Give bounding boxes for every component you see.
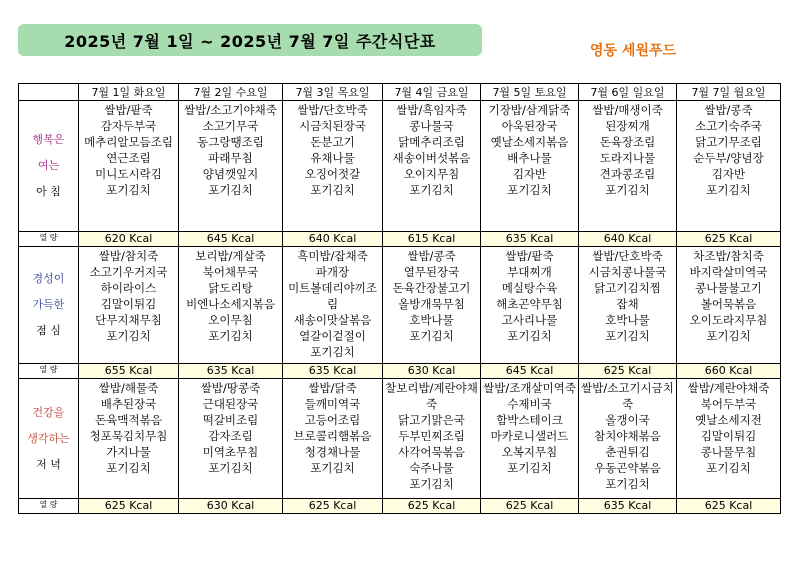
- menu-item: 열무된장국: [403, 265, 460, 279]
- dinner-label: [19, 379, 79, 499]
- menu-item: 포기김치: [507, 183, 552, 197]
- lunch-day-2: [179, 247, 283, 364]
- menu-item: 돈육장조림: [599, 135, 656, 149]
- dinner-label-line: 생각하는: [27, 431, 70, 445]
- day-header: 7월 2일 수요일: [179, 84, 283, 101]
- menu-item: 차조밥/참치죽: [693, 249, 764, 263]
- menu-item: 쌀밥/조개살미역죽: [483, 381, 576, 395]
- menu-item: 쌀밥/팥죽: [104, 103, 153, 117]
- page-title: 2025년 7월 1일 ~ 2025년 7월 7일 주간식단표: [18, 24, 482, 56]
- menu-item: 양념깻잎지: [202, 167, 259, 181]
- menu-item: 포기김치: [106, 183, 151, 197]
- menu-item: 옛날소세지볶음: [490, 135, 569, 149]
- menu-item: 포기김치: [706, 461, 751, 475]
- menu-item: 오이도라지무침: [689, 313, 768, 327]
- menu-item: 닭도리탕: [208, 281, 253, 295]
- kcal-value: 660 Kcal: [677, 364, 781, 379]
- lunch-day-3: [283, 247, 383, 364]
- dinner-kcal-row: [19, 499, 781, 514]
- kcal-value: 625 Kcal: [481, 499, 579, 514]
- dinner-day-4: [383, 379, 481, 499]
- menu-item: 오이지무침: [403, 167, 460, 181]
- menu-item: 부대찌개: [507, 265, 552, 279]
- dinner-day-6: [579, 379, 677, 499]
- menu-item: 소고기우거지국: [89, 265, 168, 279]
- menu-item: 열갈이겉절이: [299, 329, 366, 343]
- weekly-menu-table: [18, 83, 781, 514]
- day-header: 7월 6일 일요일: [579, 84, 677, 101]
- menu-item: 쌀밥/매생이죽: [592, 103, 663, 117]
- menu-item: 쌀밥/콩죽: [407, 249, 456, 263]
- dinner-day-1: [79, 379, 179, 499]
- kcal-value: 630 Kcal: [179, 499, 283, 514]
- menu-item: 우동곤약볶음: [594, 461, 661, 475]
- menu-item: 콩나물무침: [700, 445, 757, 459]
- breakfast-day-3: [283, 101, 383, 232]
- menu-item: 근대된장국: [202, 397, 259, 411]
- menu-item: 미니도시락김: [95, 167, 162, 181]
- menu-item: 바지락살미역국: [689, 265, 768, 279]
- lunch-day-4: [383, 247, 481, 364]
- menu-item: 도라지나물: [599, 151, 656, 165]
- kcal-value: 645 Kcal: [481, 364, 579, 379]
- menu-item: 견과콩조림: [599, 167, 656, 181]
- menu-item: 흑미밥/잡채죽: [297, 249, 368, 263]
- kcal-value: 625 Kcal: [579, 364, 677, 379]
- menu-item: 올갱이국: [605, 413, 650, 427]
- menu-item: 유채나물: [310, 151, 355, 165]
- kcal-value: 635 Kcal: [283, 364, 383, 379]
- menu-item: 비엔나소세지볶음: [186, 297, 275, 311]
- menu-item: 포기김치: [310, 345, 355, 359]
- menu-item: 김말이튀김: [100, 297, 157, 311]
- menu-item: 닭고기김치찜: [594, 281, 661, 295]
- menu-item: 소고기숙주국: [695, 119, 762, 133]
- menu-item: 시금치콩나물국: [588, 265, 667, 279]
- menu-item: 김자반: [711, 167, 746, 181]
- menu-item: 콩나물국: [409, 119, 454, 133]
- breakfast-day-6: [579, 101, 677, 232]
- menu-item: 돈육간장불고기: [392, 281, 471, 295]
- kcal-value: 625 Kcal: [79, 499, 179, 514]
- menu-item: 김자반: [512, 167, 547, 181]
- kcal-value: 635 Kcal: [179, 364, 283, 379]
- breakfast-label-line: 여는: [37, 159, 60, 172]
- lunch-day-5: [481, 247, 579, 364]
- menu-item: 된장찌개: [605, 119, 650, 133]
- menu-item: 돈분고기: [310, 135, 355, 149]
- menu-item: 파래무침: [208, 151, 253, 165]
- menu-item: 가지나물: [106, 445, 151, 459]
- menu-item: 포기김치: [208, 183, 253, 197]
- breakfast-day-7: [677, 101, 781, 232]
- menu-item: 쌀밥/닭죽: [308, 381, 357, 395]
- dinner-day-7: [677, 379, 781, 499]
- breakfast-day-2: [179, 101, 283, 232]
- kcal-value: 615 Kcal: [383, 232, 481, 247]
- menu-item: 동그랑땡조림: [197, 135, 264, 149]
- menu-item: 보리밥/게살죽: [195, 249, 266, 263]
- menu-item: 오징어젓갈: [304, 167, 361, 181]
- kcal-value: 630 Kcal: [383, 364, 481, 379]
- kcal-value: 635 Kcal: [579, 499, 677, 514]
- menu-item: 기장밥/삼계닭죽: [488, 103, 571, 117]
- breakfast-day-5: [481, 101, 579, 232]
- menu-item: 콩나물불고기: [695, 281, 762, 295]
- dinner-day-2: [179, 379, 283, 499]
- menu-item: 찰보리밥/계란야채죽: [385, 381, 478, 411]
- menu-item: 아욱된장국: [501, 119, 558, 133]
- menu-item: 닭메추리조림: [398, 135, 465, 149]
- menu-item: 오복지무침: [501, 445, 558, 459]
- menu-item: 쌀밥/콩죽: [704, 103, 753, 117]
- menu-item: 돈육맥적볶음: [95, 413, 162, 427]
- lunch-day-6: [579, 247, 677, 364]
- menu-item: 포기김치: [409, 477, 454, 491]
- lunch-day-7: [677, 247, 781, 364]
- menu-item: 포기김치: [106, 461, 151, 475]
- menu-item: 쌀밥/소고기야채죽: [184, 103, 277, 117]
- menu-item: 포기김치: [208, 329, 253, 343]
- menu-item: 북어두부국: [700, 397, 757, 411]
- breakfast-kcal-row: [19, 232, 781, 247]
- menu-item: 참치야채볶음: [594, 429, 661, 443]
- dinner-label-line: 건강을: [32, 405, 65, 419]
- menu-item: 쌀밥/단호박죽: [297, 103, 368, 117]
- menu-item: 떡갈비조림: [202, 413, 259, 427]
- menu-item: 쌀밥/땅콩죽: [200, 381, 261, 395]
- dinner-label-line: 저 녁: [36, 457, 61, 471]
- day-header: 7월 5일 토요일: [481, 84, 579, 101]
- menu-item: 들깨미역국: [304, 397, 361, 411]
- menu-item: 올방개묵무침: [398, 297, 465, 311]
- breakfast-day-1: [79, 101, 179, 232]
- breakfast-row: [19, 101, 781, 232]
- menu-item: 쌀밥/계란야채죽: [687, 381, 770, 395]
- breakfast-label-line: 아 침: [36, 185, 61, 198]
- kcal-value: 625 Kcal: [383, 499, 481, 514]
- menu-item: 해초곤약무침: [496, 297, 563, 311]
- dinner-day-3: [283, 379, 383, 499]
- menu-item: 쌀밥/팥죽: [505, 249, 554, 263]
- menu-item: 감자두부국: [100, 119, 157, 133]
- menu-item: 옛날소세지전: [695, 413, 762, 427]
- menu-item: 메실탕수육: [501, 281, 558, 295]
- lunch-kcal-row: [19, 364, 781, 379]
- kcal-value: 655 Kcal: [79, 364, 179, 379]
- breakfast-label: [19, 101, 79, 232]
- menu-item: 연근조림: [106, 151, 151, 165]
- kcal-label: 열 량: [19, 499, 79, 514]
- day-header: 7월 4일 금요일: [383, 84, 481, 101]
- menu-item: 시금치된장국: [299, 119, 366, 133]
- menu-item: 포기김치: [106, 329, 151, 343]
- menu-item: 쌀밥/흑임자죽: [396, 103, 467, 117]
- lunch-row: [19, 247, 781, 364]
- menu-item: 포기김치: [310, 183, 355, 197]
- day-header: 7월 7일 월요일: [677, 84, 781, 101]
- lunch-label-line: 점 심: [36, 324, 61, 337]
- kcal-value: 625 Kcal: [283, 499, 383, 514]
- menu-item: 북어채무국: [202, 265, 259, 279]
- dinner-day-5: [481, 379, 579, 499]
- menu-item: 감자조림: [208, 429, 253, 443]
- menu-item: 쌀밥/참치죽: [98, 249, 159, 263]
- menu-item: 함박스테이크: [496, 413, 563, 427]
- menu-item: 소고기무국: [202, 119, 259, 133]
- menu-item: 닭고기무조림: [695, 135, 762, 149]
- menu-item: 포기김치: [409, 329, 454, 343]
- menu-item: 하이라이스: [100, 281, 157, 295]
- menu-item: 포기김치: [409, 183, 454, 197]
- menu-item: 볼어묵볶음: [700, 297, 757, 311]
- menu-item: 잡채: [616, 297, 639, 311]
- corner-cell: [19, 84, 79, 101]
- lunch-day-1: [79, 247, 179, 364]
- menu-item: 두부민찌조림: [398, 429, 465, 443]
- kcal-value: 625 Kcal: [677, 499, 781, 514]
- day-header: 7월 1일 화요일: [79, 84, 179, 101]
- menu-item: 닭고기맑은국: [398, 413, 465, 427]
- menu-item: 호박나물: [409, 313, 454, 327]
- menu-item: 사각어묵볶음: [398, 445, 465, 459]
- menu-item: 새송이버섯볶음: [392, 151, 471, 165]
- menu-item: 포기김치: [507, 461, 552, 475]
- menu-item: 새송이맛살볶음: [293, 313, 372, 327]
- menu-item: 포기김치: [706, 183, 751, 197]
- menu-item: 청포묵김치무침: [89, 429, 168, 443]
- menu-item: 춘권튀김: [605, 445, 650, 459]
- menu-item: 브로콜리햄볶음: [293, 429, 372, 443]
- kcal-value: 645 Kcal: [179, 232, 283, 247]
- menu-item: 순두부/양념장: [693, 151, 764, 165]
- menu-item: 단무지채무침: [95, 313, 162, 327]
- breakfast-day-4: [383, 101, 481, 232]
- header-row: [19, 84, 781, 101]
- dinner-row: [19, 379, 781, 499]
- menu-item: 포기김치: [310, 461, 355, 475]
- kcal-label: 열 량: [19, 364, 79, 379]
- kcal-label: 열 량: [19, 232, 79, 247]
- company-name: 영동 세원푸드: [590, 43, 677, 59]
- menu-item: 포기김치: [507, 329, 552, 343]
- menu-item: 수제비국: [507, 397, 552, 411]
- menu-item: 포기김치: [605, 329, 650, 343]
- menu-item: 오이무침: [208, 313, 253, 327]
- menu-item: 미트볼데리야끼조림: [288, 281, 377, 311]
- kcal-value: 635 Kcal: [481, 232, 579, 247]
- day-header: 7월 3일 목요일: [283, 84, 383, 101]
- menu-item: 쌀밥/해물죽: [98, 381, 159, 395]
- kcal-value: 640 Kcal: [579, 232, 677, 247]
- lunch-label-line: 경성이: [32, 272, 65, 285]
- menu-item: 김말이튀김: [700, 429, 757, 443]
- menu-item: 포기김치: [605, 183, 650, 197]
- kcal-value: 625 Kcal: [677, 232, 781, 247]
- menu-item: 메추리알모듬조림: [84, 135, 173, 149]
- menu-item: 파개장: [315, 265, 350, 279]
- menu-item: 고사리나물: [501, 313, 558, 327]
- menu-item: 쌀밥/소고기시금치죽: [581, 381, 674, 411]
- menu-item: 쌀밥/단호박죽: [592, 249, 663, 263]
- menu-item: 포기김치: [706, 329, 751, 343]
- lunch-label-line: 가득한: [32, 298, 65, 311]
- menu-item: 마카로니샐러드: [490, 429, 569, 443]
- kcal-value: 620 Kcal: [79, 232, 179, 247]
- menu-item: 포기김치: [605, 477, 650, 491]
- kcal-value: 640 Kcal: [283, 232, 383, 247]
- menu-item: 배추나물: [507, 151, 552, 165]
- menu-item: 호박나물: [605, 313, 650, 327]
- breakfast-label-line: 행복은: [32, 133, 65, 146]
- lunch-label: [19, 247, 79, 364]
- menu-item: 미역초무침: [202, 445, 259, 459]
- menu-item: 숙주나물: [409, 461, 454, 475]
- menu-item: 고등어조림: [304, 413, 361, 427]
- menu-item: 배추된장국: [100, 397, 157, 411]
- menu-item: 청경채나물: [304, 445, 361, 459]
- menu-item: 포기김치: [208, 461, 253, 475]
